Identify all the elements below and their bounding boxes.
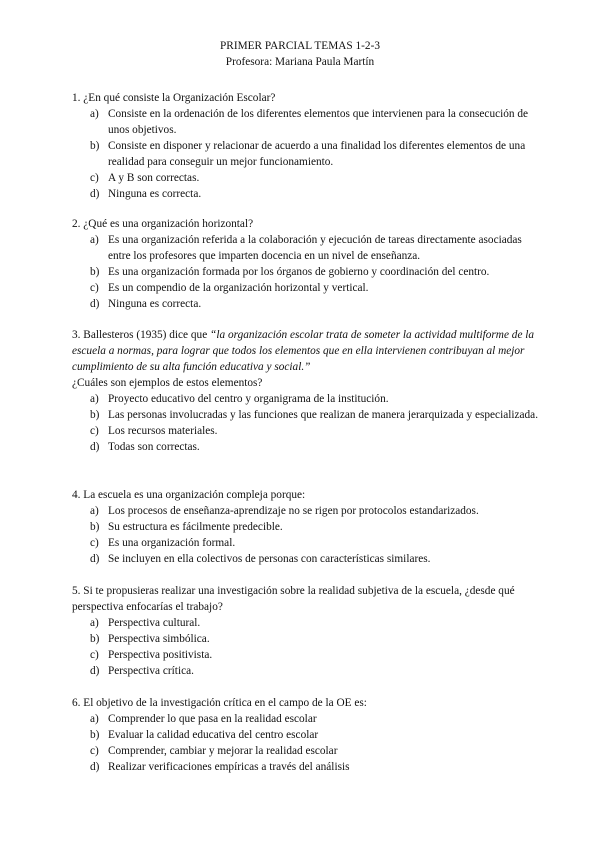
option-text: Los procesos de enseñanza-aprendizaje no se rigen por protocolos estandarizados. — [108, 505, 479, 517]
option-a — [72, 391, 542, 407]
option-text: Perspectiva simbólica. — [108, 633, 210, 645]
option-a — [72, 711, 542, 727]
option-text: Proyecto educativo del centro y organigrama de la institución. — [108, 393, 389, 405]
question-text — [72, 327, 542, 375]
question-2 — [72, 216, 542, 312]
option-text: Comprender lo que pasa en la realidad escolar — [108, 713, 317, 725]
option-c — [72, 647, 542, 663]
option-text: Es una organización formada por los órganos de gobierno y coordinación del centro. — [108, 266, 490, 278]
option-label: b) — [90, 140, 100, 152]
option-text: Perspectiva positivista. — [108, 649, 213, 661]
option-label: b) — [90, 409, 100, 421]
question-quote: “la organización escolar trata de someter la actividad multiforme de la escuela a normas, para lograr que todos los elementos que en ella intervienen contribuyan al mejor cumplimiento de su alta función educativa y social.” — [72, 329, 535, 373]
option-d — [72, 186, 542, 202]
option-text: Se incluyen en ella colectivos de personas con características similares. — [108, 553, 431, 565]
option-list — [72, 232, 542, 312]
option-label: a) — [90, 617, 99, 629]
teacher-name: Profesora: Mariana Paula Martín — [225, 56, 375, 68]
question-6 — [72, 695, 542, 775]
option-list — [72, 615, 542, 679]
exam-title: PRIMER PARCIAL TEMAS 1-2-3 — [220, 40, 380, 52]
option-text: Ninguna es correcta. — [108, 298, 202, 310]
option-text: Comprender, cambiar y mejorar la realidad escolar — [108, 745, 338, 757]
option-text: Evaluar la calidad educativa del centro escolar — [108, 729, 319, 741]
option-text: Consiste en disponer y relacionar de acuerdo a una finalidad los diferentes elementos de una realidad para conseguir un mejor funcionamiento. — [108, 140, 526, 168]
option-label: d) — [90, 761, 100, 773]
option-text: Perspectiva crítica. — [108, 665, 194, 677]
question-text: 5. Si te propusieras realizar una investigación sobre la realidad subjetiva de la escuela, ¿desde qué perspectiva enfocarías el trabajo? — [72, 585, 515, 613]
option-label: d) — [90, 188, 100, 200]
option-c — [72, 280, 542, 296]
option-d — [72, 663, 542, 679]
option-text: Su estructura es fácilmente predecible. — [108, 521, 283, 533]
question-text: 1. ¿En qué consiste la Organización Escolar? — [72, 92, 276, 104]
option-label: b) — [90, 633, 100, 645]
question-text: 2. ¿Qué es una organización horizontal? — [72, 218, 254, 230]
question-prompt: ¿Cuáles son ejemplos de estos elementos? — [72, 377, 263, 389]
question-intro: 3. Ballesteros (1935) dice que — [72, 329, 211, 341]
question-4 — [72, 487, 542, 567]
option-text: A y B son correctas. — [108, 172, 200, 184]
option-label: a) — [90, 108, 99, 120]
option-label: a) — [90, 234, 99, 246]
option-label: d) — [90, 441, 100, 453]
option-text: Es una organización referida a la colaboración y ejecución de tareas directamente asociadas entre los profesores que imparten docencia en un nivel de enseñanza. — [108, 234, 522, 262]
option-d — [72, 439, 542, 455]
option-text: Perspectiva cultural. — [108, 617, 201, 629]
option-a — [72, 106, 542, 138]
option-c — [72, 423, 542, 439]
option-b — [72, 138, 542, 170]
option-text: Las personas involucradas y las funciones que realizan de manera jerarquizada y especializada. — [108, 409, 539, 421]
option-text: Es un compendio de la organización horizontal y vertical. — [108, 282, 369, 294]
option-d — [72, 296, 542, 312]
option-text: Los recursos materiales. — [108, 425, 218, 437]
question-3 — [72, 327, 542, 455]
option-b — [72, 407, 542, 423]
option-text: Realizar verificaciones empíricas a través del análisis — [108, 761, 350, 773]
option-text: Ninguna es correcta. — [108, 188, 202, 200]
option-c — [72, 535, 542, 551]
option-label: d) — [90, 553, 100, 565]
option-list — [72, 711, 542, 775]
option-d — [72, 759, 542, 775]
option-label: c) — [90, 745, 99, 757]
option-label: a) — [90, 393, 99, 405]
option-list — [72, 391, 542, 455]
option-text: Es una organización formal. — [108, 537, 236, 549]
option-b — [72, 519, 542, 535]
question-5 — [72, 583, 542, 679]
option-c — [72, 743, 542, 759]
option-label: d) — [90, 298, 100, 310]
option-c — [72, 170, 542, 186]
option-text: Todas son correctas. — [108, 441, 200, 453]
option-text: Consiste en la ordenación de los diferentes elementos que intervienen para la consecución de unos objetivos. — [108, 108, 529, 136]
option-list — [72, 503, 542, 567]
option-label: a) — [90, 505, 99, 517]
option-a — [72, 232, 542, 264]
question-1 — [72, 90, 542, 202]
question-text: 6. El objetivo de la investigación crítica en el campo de la OE es: — [72, 697, 367, 709]
option-d — [72, 551, 542, 567]
option-a — [72, 503, 542, 519]
option-label: c) — [90, 425, 99, 437]
option-list — [72, 106, 542, 202]
option-b — [72, 264, 542, 280]
option-b — [72, 631, 542, 647]
option-label: b) — [90, 521, 100, 533]
option-b — [72, 727, 542, 743]
option-label: b) — [90, 729, 100, 741]
option-label: a) — [90, 713, 99, 725]
option-label: c) — [90, 649, 99, 661]
option-label: c) — [90, 172, 99, 184]
option-label: d) — [90, 665, 100, 677]
option-label: b) — [90, 266, 100, 278]
option-label: c) — [90, 537, 99, 549]
question-text: 4. La escuela es una organización compleja porque: — [72, 489, 306, 501]
option-label: c) — [90, 282, 99, 294]
option-a — [72, 615, 542, 631]
